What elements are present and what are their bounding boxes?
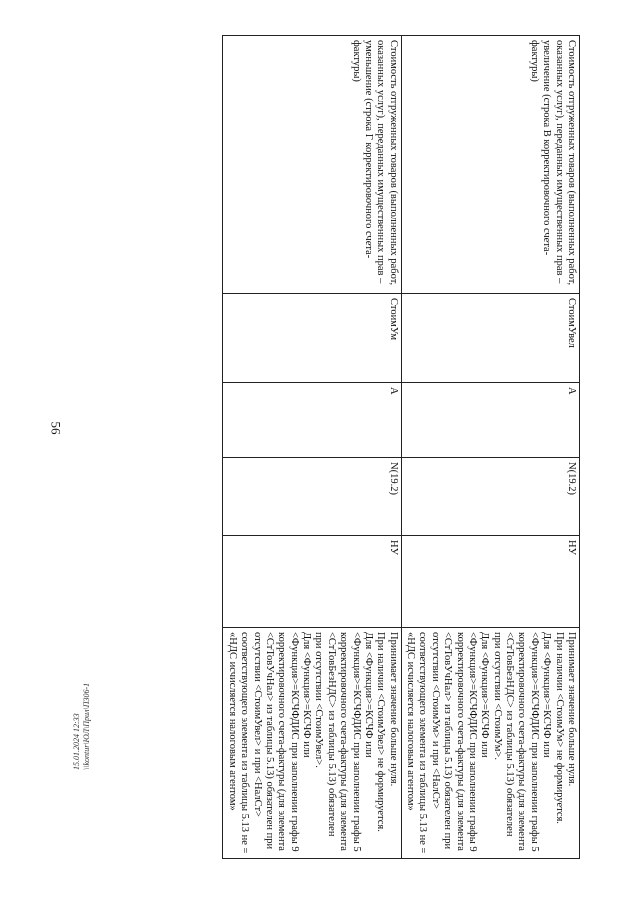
table-row — [223, 36, 401, 859]
element-type-cell: А — [223, 383, 401, 458]
page-number: 56 — [48, 421, 64, 435]
element-code-cell: СтоимУм — [223, 294, 401, 383]
table-row — [401, 36, 579, 859]
element-req-cell: НУ — [401, 536, 579, 628]
footer-timestamp: 15.01.2024 12:33 — [72, 713, 81, 770]
spec-table — [223, 35, 581, 859]
element-name-cell: Стоимость отгруженных товаров (выполненных работ, оказанных услуг), переданных имущественных прав – уменьшение (строка Г корректировочного счета-фактуры) — [223, 36, 401, 294]
element-format-cell: N(19.2) — [401, 458, 579, 536]
element-type-cell: А — [401, 383, 579, 458]
element-note-cell: Принимает значение больше нуля. При наличии <СтоимУм> не формируется. Для <Функция>=КСЧФ или <Функция>=КСЧФДИС при заполнении графы 5 корректировочного счета-фактуры (для элемента <СтТовБезНДС> из таблицы 5.13) обязателен при отсутствии <СтоимУм>. Для <Функция>=КСЧФ или <Функция>=КСЧФДИС при заполнении графы 9 корректировочного счета-фактуры (для элемента <СтТовУчНал> из таблицы 5.13) обязателен при отсутствии <СтоимУм> и при <НалСт> соответствующего элемента из таблицы 5.13 не = «НДС исчисляется налоговым агентом» — [401, 628, 579, 859]
footer-path: \\kontur\ЮЛ\Прил\П306-1 — [82, 682, 91, 770]
element-note-cell: Принимает значение больше нуля. При наличии <СтоимУвел> не формируется. Для <Функция>=КСЧФ или <Функция>=КСЧФДИС при заполнении графы 5 корректировочного счета-фактуры (для элемента <СтТовБезНДС> из таблицы 5.13) обязателен при отсутствии <СтоимУвел>. Для <Функция>=КСЧФ или <Функция>=КСЧФДИС при заполнении графы 9 корректировочного счета-фактуры (для элемента <СтТовУчНал> из таблицы 5.13) обязателен при отсутствии <СтоимУвел> и при <НалСт> соответствующего элемента из таблицы 5.13 не = «НДС исчисляется налоговым агентом» — [223, 628, 401, 859]
element-code-cell: СтоимУвел — [401, 294, 579, 383]
footer-stamp — [72, 640, 92, 770]
element-format-cell: N(19.2) — [223, 458, 401, 536]
rotated-table-wrapper — [60, 35, 580, 858]
element-req-cell: НУ — [223, 536, 401, 628]
element-name-cell: Стоимость отгруженных товаров (выполненных работ, оказанных услуг), переданных имущественных прав – увеличение (строка В корректировочного счета-фактуры) — [401, 36, 579, 294]
